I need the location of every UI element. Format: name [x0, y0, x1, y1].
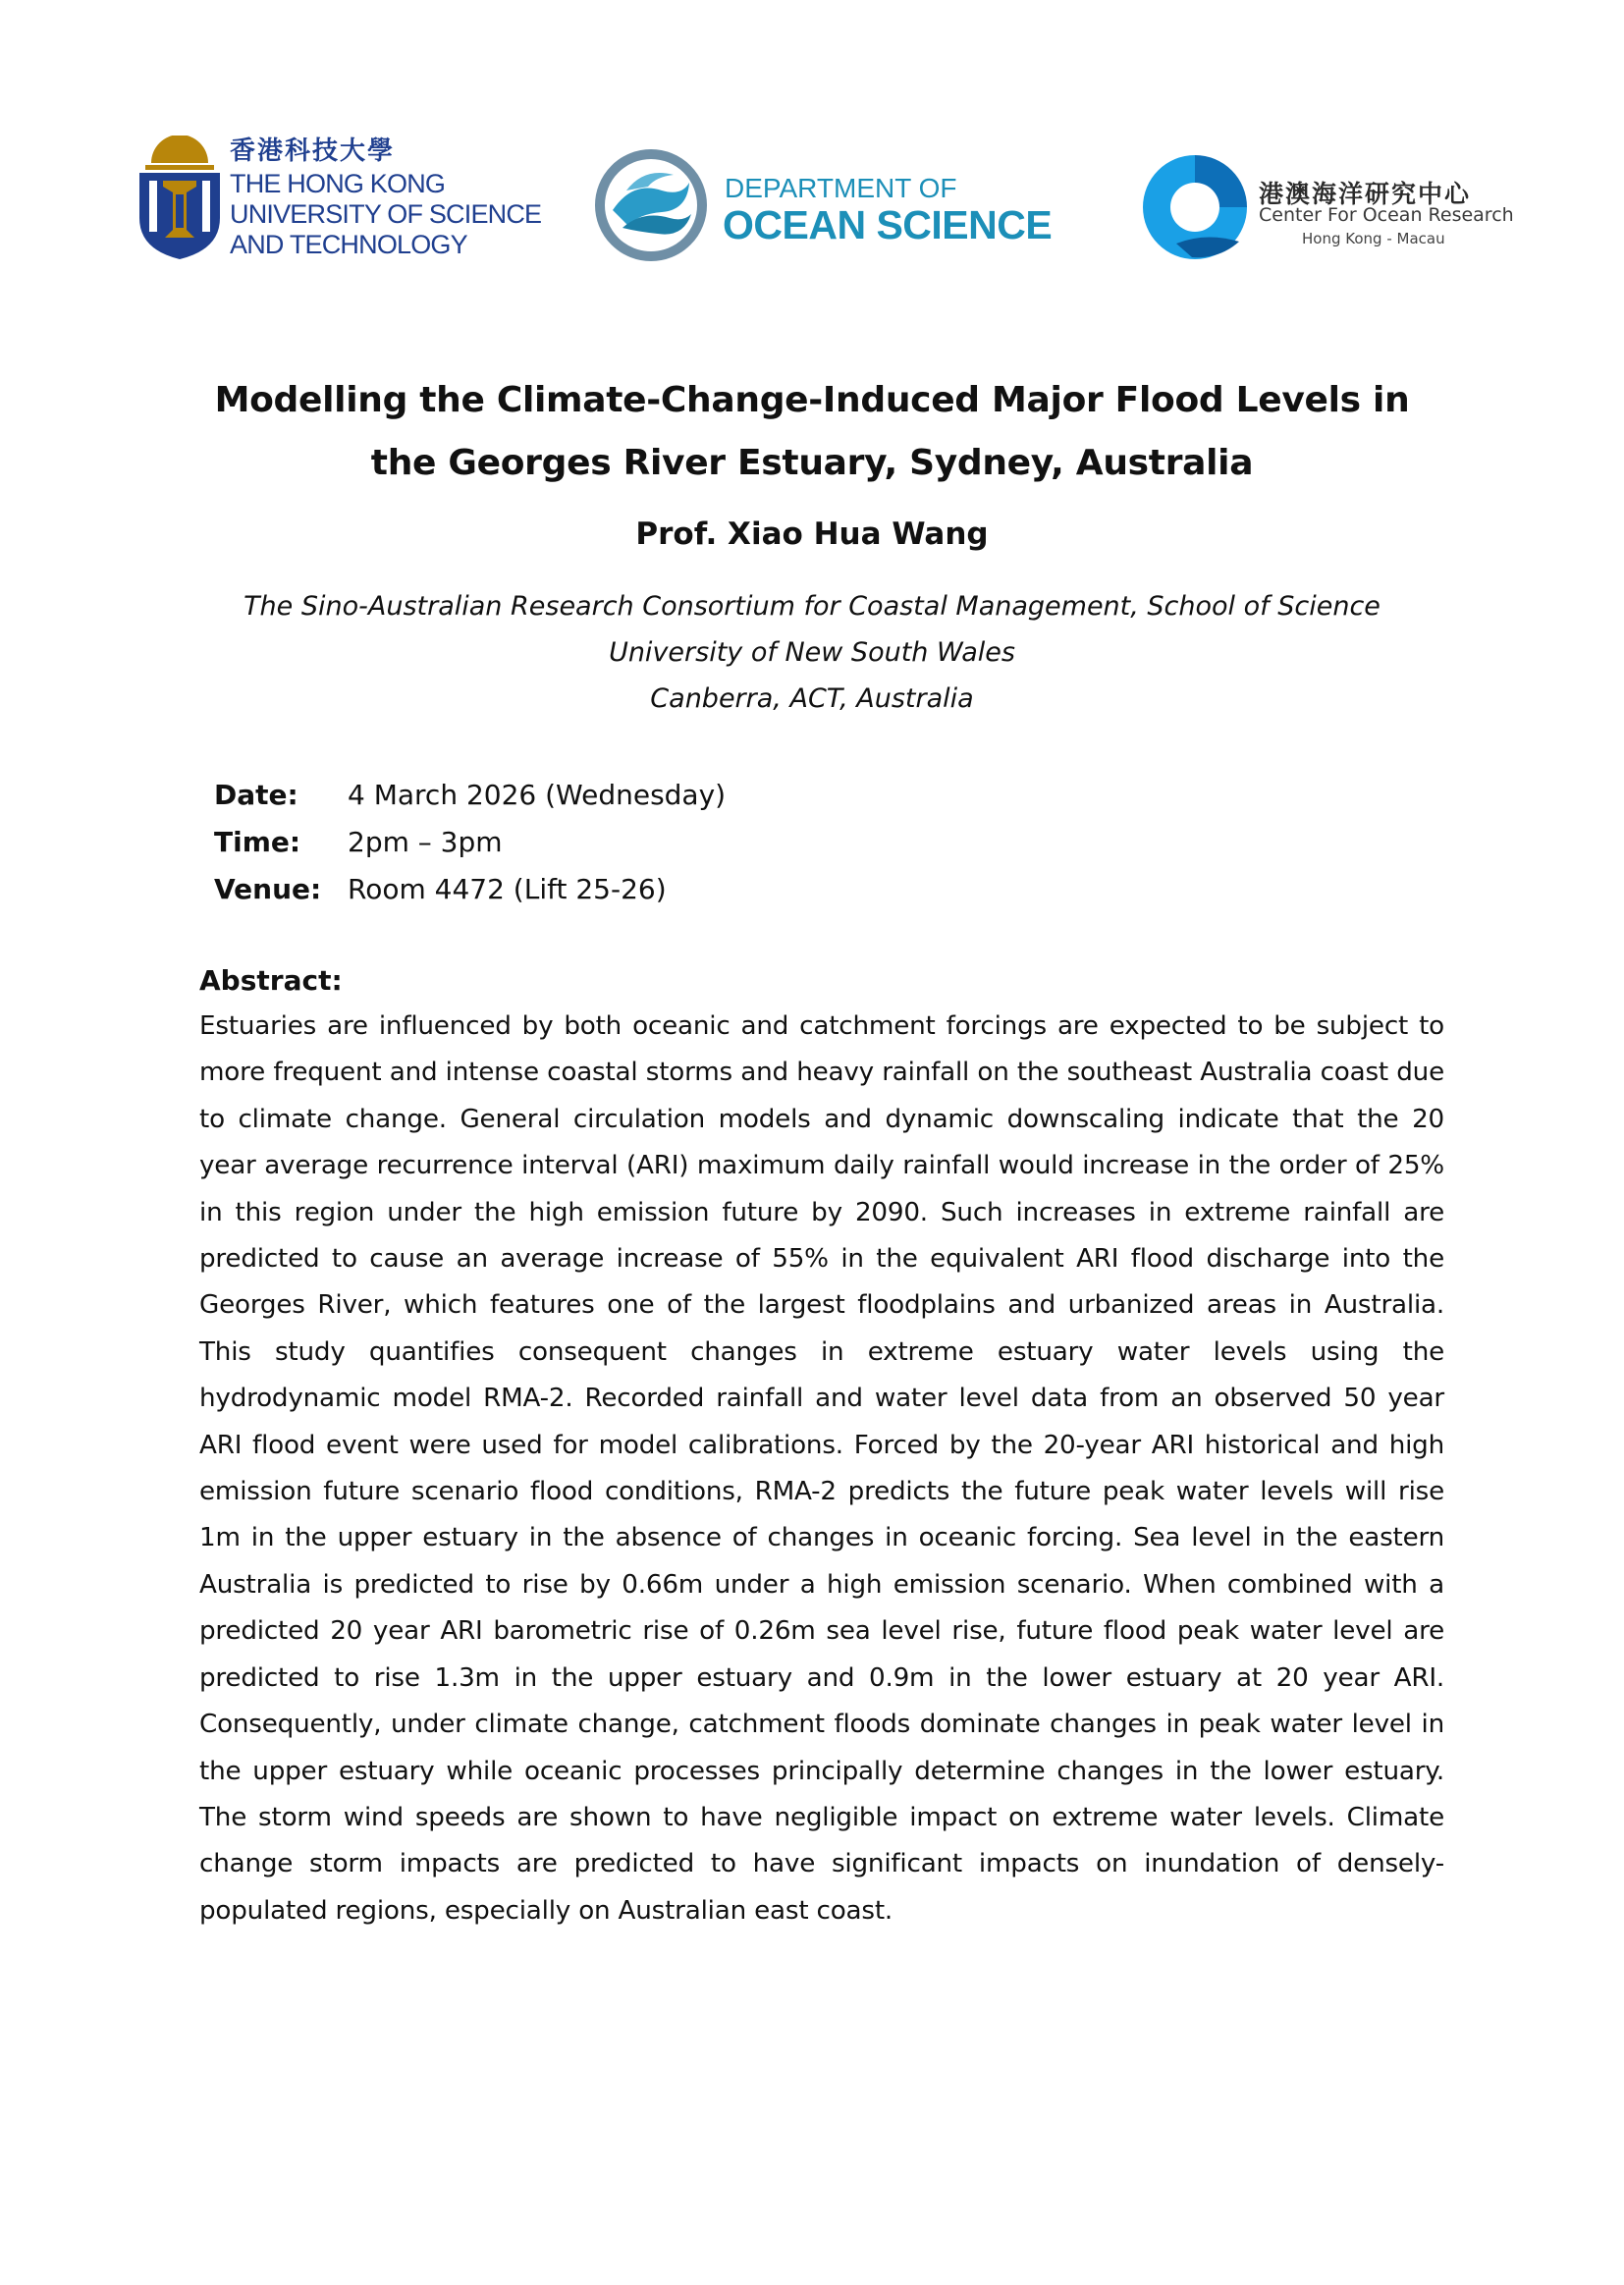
title-line: the Georges River Estuary, Sydney, Australia [370, 443, 1254, 483]
hkust-english-line: UNIVERSITY OF SCIENCE [230, 199, 542, 229]
speaker-affiliation [118, 583, 1506, 722]
center-chinese-name: 港澳海洋研究中心 [1259, 180, 1472, 208]
event-details [214, 772, 1196, 913]
date-label: Date: [214, 779, 298, 811]
center-for-ocean-research-logo [1137, 149, 1520, 267]
department-name: OCEAN SCIENCE [723, 202, 1053, 247]
center-english-name: Center For Ocean Research [1259, 204, 1514, 226]
time-value: 2pm – 3pm [348, 826, 503, 858]
hkust-wordmark [230, 136, 554, 260]
department-ocean-science-logo [593, 147, 1064, 273]
venue-label: Venue: [214, 873, 322, 905]
center-subtitle: Hong Kong - Macau [1302, 230, 1445, 247]
seminar-title [118, 369, 1506, 495]
detail-row-date [214, 772, 1196, 819]
venue-value: Room 4472 (Lift 25-26) [348, 873, 667, 905]
department-label: DEPARTMENT OF [725, 173, 957, 203]
detail-row-venue [214, 866, 1196, 913]
affiliation-line: University of New South Wales [609, 637, 1015, 668]
affiliation-line: Canberra, ACT, Australia [650, 683, 974, 714]
hkust-english-line: AND TECHNOLOGY [230, 230, 467, 259]
date-value: 4 March 2026 (Wednesday) [348, 779, 727, 811]
hkust-chinese-name: 香港科技大學 [230, 136, 396, 166]
time-label: Time: [214, 826, 301, 858]
title-line: Modelling the Climate-Change-Induced Major Flood Levels in [214, 380, 1410, 420]
hkust-emblem-icon [135, 136, 224, 263]
abstract-text: Estuaries are influenced by both oceanic and catchment forcings are expected to be subject to more frequent and intense coastal storms and heavy rainfall on the southeast Australia coast due to climate change. General circulation models and dynamic downscaling indicate that the 20 year average recurrence interval (ARI) maximum daily rainfall would increase in the order of 25% in this region under the high emission future by 2090. Such increases in extreme rainfall are predicted to cause an average increase of 55% in the equivalent ARI flood discharge into the Georges River, which features one of the largest floodplains and urbanized areas in Australia. This study quantifies consequent changes in extreme estuary water levels using the hydrodynamic model RMA-2. Recorded rainfall and water level data from an observed 50 year ARI flood event were used for model calibrations. Forced by the 20-year ARI historical and high emission future scenario flood conditions, RMA-2 predicts the future peak water levels will rise 1m in the upper estuary in the absence of changes in oceanic forcing. Sea level in the eastern Australia is predicted to rise by 0.66m under a high emission scenario. When combined with a predicted 20 year ARI barometric rise of 0.26m sea level rise, future flood peak water level are predicted to rise 1.3m in the upper estuary and 0.9m in the lower estuary at 20 year ARI. Consequently, under climate change, catchment floods dominate changes in peak water level in the upper estuary while oceanic processes principally determine changes in the lower estuary. The storm wind speeds are shown to have negligible impact on extreme water levels. Climate change storm impacts are predicted to have significant impacts on inundation of densely-populated regions, especially on Australian east coast. [199, 1011, 1444, 1926]
detail-row-time [214, 819, 1196, 866]
ocean-research-emblem-icon [1137, 149, 1253, 265]
hkust-english-line: THE HONG KONG [230, 169, 446, 198]
abstract-heading: Abstract: [199, 964, 343, 997]
ocean-wave-emblem-icon [593, 147, 709, 263]
speaker-name: Prof. Xiao Hua Wang [635, 517, 989, 552]
affiliation-line: The Sino-Australian Research Consortium for Coastal Management, School of Science [244, 591, 1380, 622]
hkust-logo [135, 136, 548, 263]
